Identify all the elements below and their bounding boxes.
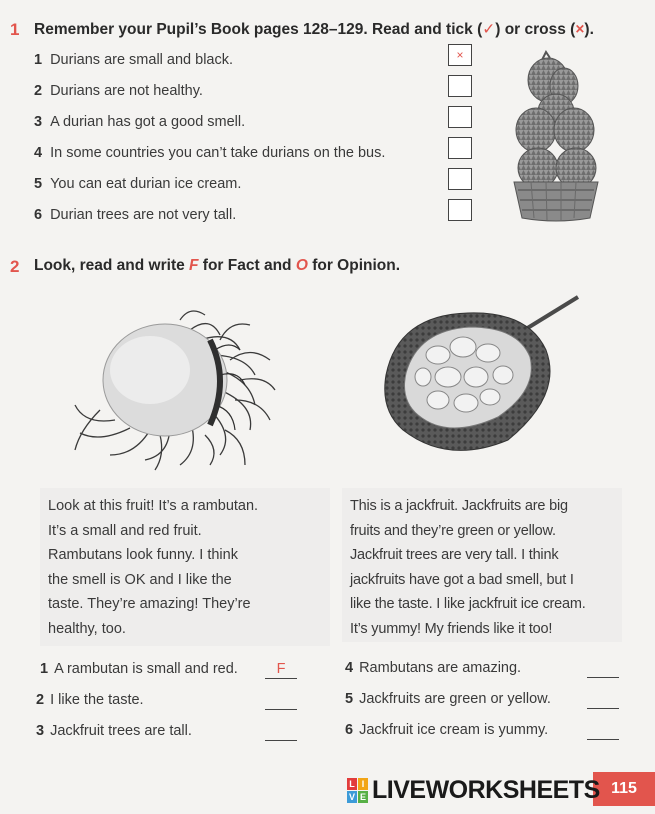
section-1-number: 1	[10, 20, 20, 39]
question-4	[345, 660, 521, 676]
passage-line: Jackfruit trees are very tall. I think	[350, 547, 559, 563]
fact-letter: F	[189, 257, 199, 274]
answer-box-6[interactable]	[448, 199, 472, 221]
question-number: 6	[345, 722, 354, 738]
section-2-title-start: Look, read and write	[34, 257, 190, 274]
passage-rambutan	[40, 488, 330, 646]
question-number: 1	[40, 661, 49, 677]
answer-box-2[interactable]	[448, 75, 472, 97]
question-number: 3	[36, 723, 45, 739]
passage-jackfruit	[342, 488, 622, 642]
statement-text: A durian has got a good smell.	[50, 114, 246, 130]
cross-symbol-icon: ×	[575, 21, 585, 38]
statement-text: Durians are not healthy.	[50, 83, 203, 99]
statement-number: 4	[34, 145, 43, 161]
answer-blank-5[interactable]	[587, 691, 619, 709]
question-text: Jackfruits are green or yellow.	[359, 691, 551, 707]
question-text: Rambutans are amazing.	[359, 660, 522, 676]
statement-2	[34, 83, 203, 99]
liveworksheets-logo	[347, 776, 600, 805]
passage-line: fruits and they’re green or yellow.	[350, 522, 556, 539]
jackfruit-image	[378, 295, 583, 455]
passage-line: Rambutans look funny. I think	[48, 547, 238, 563]
question-2	[36, 692, 144, 708]
question-text: I like the taste.	[50, 692, 144, 708]
passage-line: This is a jackfruit. Jackfruits are big	[350, 498, 568, 514]
question-1	[40, 661, 238, 677]
question-number: 4	[345, 660, 354, 676]
statement-number: 6	[34, 207, 43, 223]
statement-number: 5	[34, 176, 43, 192]
question-text: A rambutan is small and red.	[54, 661, 238, 677]
statement-text: Durians are small and black.	[50, 52, 234, 68]
statement-text: You can eat durian ice cream.	[50, 176, 242, 192]
passage-line: jackfruits have got a bad smell, but I	[350, 571, 574, 588]
answer-box-3[interactable]	[448, 106, 472, 128]
passage-line: taste. They’re amazing! They’re	[48, 596, 251, 612]
answer-box-5[interactable]	[448, 168, 472, 190]
passage-line: the smell is OK and I like the	[48, 571, 232, 588]
section-2-title-end: for Opinion.	[307, 257, 401, 274]
statement-number: 3	[34, 114, 43, 130]
logo-badge-letter: I	[358, 778, 368, 790]
passage-line: like the taste. I like jackfruit ice cream.	[350, 596, 586, 612]
section-1-title-middle: ) or cross (	[495, 21, 576, 38]
statement-number: 1	[34, 52, 43, 68]
statement-4	[34, 145, 385, 161]
passage-line: It’s yummy! My friends like it too!	[350, 620, 553, 637]
answer-blank-3[interactable]	[265, 723, 297, 741]
logo-badge-letter: L	[347, 778, 357, 790]
section-2-number: 2	[10, 257, 20, 276]
question-number: 5	[345, 691, 354, 707]
question-number: 2	[36, 692, 45, 708]
question-text: Jackfruit trees are tall.	[50, 723, 192, 739]
section-1-title	[34, 20, 594, 39]
question-6	[345, 722, 548, 738]
answer-blank-2[interactable]	[265, 692, 297, 710]
statement-number: 2	[34, 83, 43, 99]
section-2-title-middle: for Fact and	[198, 257, 296, 274]
statement-text: Durian trees are not very tall.	[50, 207, 237, 223]
answer-blank-1[interactable]: F	[265, 661, 297, 679]
logo-text: LIVEWORKSHEETS	[372, 776, 600, 804]
answer-box-4[interactable]	[448, 137, 472, 159]
logo-badge-letter: V	[348, 792, 355, 802]
section-2-title	[34, 257, 400, 275]
answer-box-1[interactable]: ×	[448, 44, 472, 66]
logo-badge-icon	[347, 778, 368, 803]
answer-blank-4[interactable]	[587, 660, 619, 678]
statement-5	[34, 176, 241, 192]
statement-text: In some countries you can’t take durians on the bus.	[50, 145, 386, 161]
passage-line: Look at this fruit! It’s a rambutan.	[48, 498, 259, 514]
passage-line: healthy, too.	[48, 620, 126, 637]
passage-line: It’s a small and red fruit.	[48, 522, 202, 539]
rambutan-image	[70, 310, 280, 475]
question-text: Jackfruit ice cream is yummy.	[359, 722, 549, 738]
opinion-letter: O	[295, 257, 308, 274]
logo-badge-letter: E	[359, 792, 366, 802]
page-number: 115	[593, 772, 655, 806]
statement-6	[34, 207, 236, 223]
statement-3	[34, 114, 245, 130]
question-5	[345, 691, 551, 707]
section-1-title-start: Remember your Pupil’s Book pages 128–129. Read and tick (	[34, 21, 483, 38]
section-1-title-end: ).	[584, 21, 594, 38]
tick-symbol-icon: ✓	[482, 21, 496, 38]
durian-basket-image	[506, 50, 606, 225]
answer-blank-6[interactable]	[587, 722, 619, 740]
question-3	[36, 723, 192, 739]
statement-1	[34, 52, 233, 68]
